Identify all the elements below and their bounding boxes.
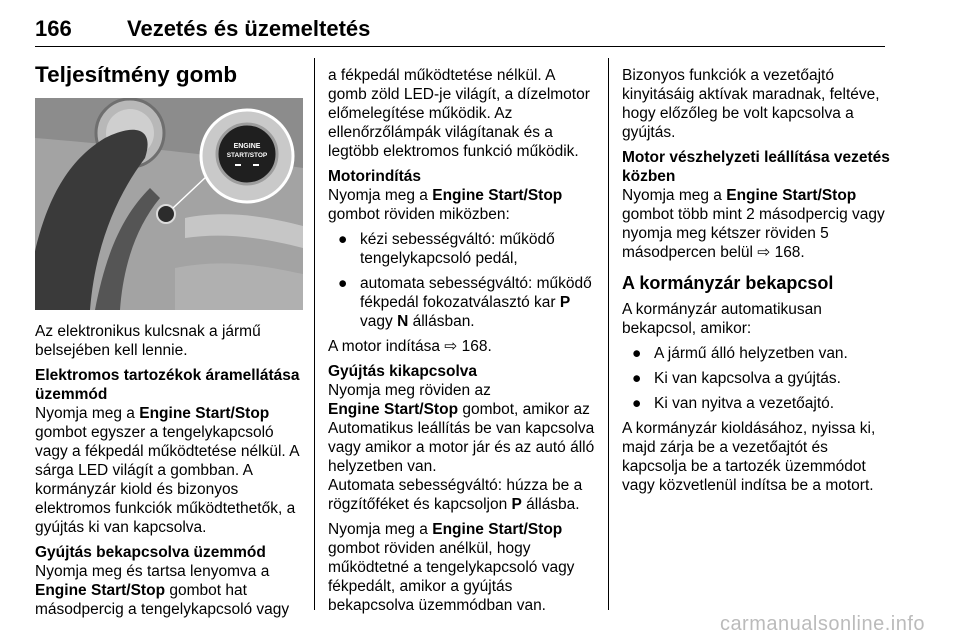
button-name: Engine Start/Stop	[726, 187, 857, 204]
list-item: ● kézi sebességváltó: működő tengelykapcsoló pedál,	[338, 231, 555, 267]
list-item: ● Ki van nyitva a vezetőajtó.	[632, 395, 835, 412]
button-label-line1: ENGINE	[233, 143, 261, 150]
column-1	[35, 62, 303, 625]
paragraph: Automata sebességváltó: húzza be a rögzítőféket és kapcsoljon P állásba.	[328, 477, 583, 513]
page-number: 166	[35, 16, 72, 41]
paragraph: Bizonyos funkciók a vezetőajtó kinyitásáig aktívak maradnak, feltéve, hogy előzőleg be volt kapcsolva a gyújtás.	[622, 67, 880, 141]
section-heading: A kormányzár bekapcsol	[622, 273, 834, 293]
paragraph: A kormányzár automatikusan bekapcsol, amikor:	[622, 301, 822, 337]
paragraph: A kormányzár kioldásához, nyissa ki, majd zárja be a vezetőajtót és kapcsolja be a tartozék üzemmódot vagy közvetlenül indítsa be a motort.	[622, 420, 876, 494]
section-heading: Teljesítmény gomb	[35, 62, 238, 87]
watermark: carmanualsonline.info	[719, 613, 925, 635]
button-name: Engine Start/Stop	[35, 582, 166, 599]
paragraph: Nyomja meg és tartsa lenyomva a Engine Start/Stop gombot hat másodpercig a tengelykapcsoló vagy	[35, 563, 290, 618]
bullet-icon: ●	[338, 231, 348, 248]
subheading: Motor vészhelyzeti leállítása vezetés közben	[622, 149, 890, 185]
list-item: ● Ki van kapcsolva a gyújtás.	[632, 370, 841, 387]
button-name: Engine Start/Stop	[328, 401, 459, 418]
button-name: Engine Start/Stop	[139, 405, 270, 422]
page-header	[35, 12, 885, 47]
paragraph: Nyomja meg a Engine Start/Stop gombot röviden anélkül, hogy működtetné a tengelykapcsoló vagy fékpedált, amikor a gyújtás bekapcsolva üzemmódban van.	[328, 521, 575, 614]
bullet-icon: ●	[632, 345, 642, 362]
paragraph: Nyomja meg a Engine Start/Stop gombot egyszer a tengelykapcsoló vagy a fékpedál működtetése nélkül. A sárga LED világít a gombban. A kormányzár kiold és bizonyos elektromos funkciók működtethetők, a gyújtás ki van kapcsolva.	[35, 405, 299, 536]
subheading: Gyújtás bekapcsolva üzemmód	[35, 544, 266, 561]
list-item: ● automata sebességváltó: működő fékpedál fokozatválasztó kar P vagy N állásban.	[338, 275, 592, 330]
cross-reference: A motor indítása ⇨ 168.	[328, 338, 492, 355]
bullet-icon: ●	[632, 370, 642, 387]
bullet-icon: ●	[338, 275, 348, 292]
column-divider	[608, 58, 609, 610]
bullet-icon: ●	[632, 395, 642, 412]
paragraph: a fékpedál működtetése nélkül. A gomb zöld LED-je világít, a dízelmotor előmelegítése működik. Az ellenőrzőlámpák világítanak és a legtöbb elektromos funkció működik.	[328, 67, 590, 160]
paragraph: Nyomja meg a Engine Start/Stop gombot több mint 2 másodpercig vagy nyomja meg kétszer röviden 5 másodpercen belül ⇨ 168.	[622, 187, 885, 261]
column-2	[328, 66, 596, 621]
dashboard-drawing	[35, 98, 303, 310]
button-name: Engine Start/Stop	[432, 521, 563, 538]
subheading: Gyújtás kikapcsolva	[328, 363, 478, 380]
list-item: ● A jármű álló helyzetben van.	[632, 345, 848, 362]
paragraph: Nyomja meg a Engine Start/Stop gombot röviden miközben:	[328, 187, 563, 223]
paragraph: Nyomja meg röviden az Engine Start/Stop gombot, amikor az Automatikus leállítás be van kapcsolva vagy amikor a motor jár és az autó álló helyzetben van.	[328, 382, 595, 475]
section-title: Vezetés és üzemeltetés	[127, 16, 371, 41]
subheading: Motorindítás	[328, 168, 421, 185]
paragraph: Az elektronikus kulcsnak a jármű belsejében kell lennie.	[35, 323, 261, 359]
button-label-line2: START/STOP	[226, 152, 268, 159]
button-name: Engine Start/Stop	[432, 187, 563, 204]
subheading: Elektromos tartozékok áramellátása üzemmód	[35, 367, 300, 403]
column-3	[622, 66, 890, 501]
dashboard-illustration	[35, 98, 303, 310]
column-divider	[314, 58, 315, 610]
